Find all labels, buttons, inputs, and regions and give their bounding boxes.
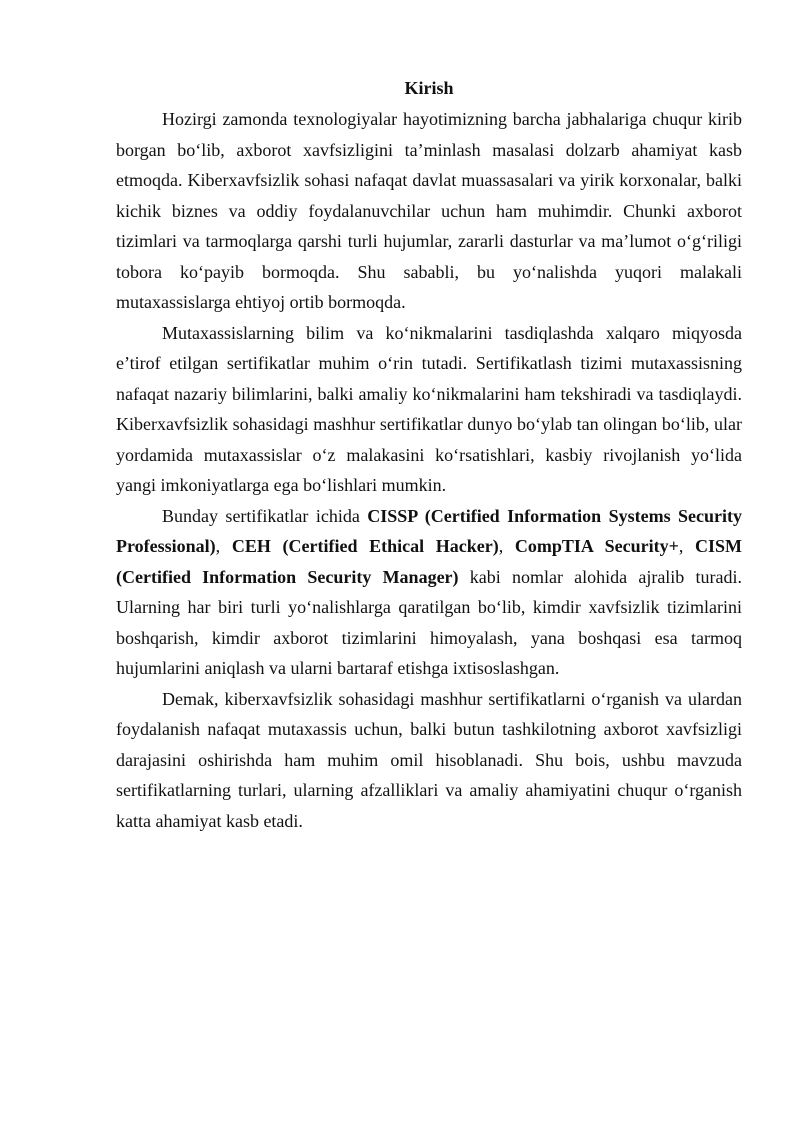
cert-ceh: CEH (Certified Ethical Hacker) [231,536,499,556]
paragraph-3-text-2: , [215,536,232,556]
cert-comptia: CompTIA Security+ [514,536,679,556]
paragraph-4: Demak, kiberxavfsizlik sohasidagi mashhur sertifikatlarni o‘rganish va ulardan foydalanish nafaqat mutaxassis uchun, balki butun tashkilotning axborot xavfsizligi darajasini oshirishda ham muhim omil hisoblanadi. Shu bois, ushbu mavzuda sertifikatlarning turlari, ularning afzalliklari va amaliy ahamiyatini chuqur o‘rganish katta ahamiyat kasb etadi. [116,688,742,831]
page-title: Kirish [404,78,454,98]
paragraph-3-text-1: Bunday sertifikatlar ichida [162,505,368,526]
document-body [116,74,742,836]
paragraph-3-text-4: , [678,536,695,556]
paragraph-3-text-3: , [498,536,515,556]
cert-cism: CISM (Certified Information Security Manager) [116,536,742,587]
paragraph-3 [116,501,742,684]
paragraph-3-text-5: kabi nomlar alohida ajralib turadi. Ularning har biri turli yo‘nalishlarga qaratilgan bo‘lib, kimdir xavfsizlik tizimlarini boshqarish, kimdir axborot tizimlarini himoyalash, yana boshqasi esa tarmoq hujumlarini aniqlash va ularni bartaraf etishga ixtisoslashgan. [116,566,742,678]
cert-cissp: CISSP (Certified Information Systems Security Professional) [116,505,742,556]
paragraph-1: Hozirgi zamonda texnologiyalar hayotimizning barcha jabhalariga chuqur kirib borgan bo‘lib, axborot xavfsizligini ta’minlash masalasi dolzarb ahamiyat kasb etmoqda. Kiberxavfsizlik sohasi nafaqat davlat muassasalari va yirik korxonalar, balki kichik biznes va oddiy foydalanuvchilar uchun ham muhimdir. Chunki axborot tizimlari va tarmoqlarga qarshi turli hujumlar, zararli dasturlar va ma’lumot o‘g‘riligi tobora ko‘payib bormoqda. Shu sababli, bu yo‘nalishda yuqori malakali mutaxassislarga ehtiyoj ortib bormoqda. [116,109,742,312]
paragraph-2: Mutaxassislarning bilim va ko‘nikmalarini tasdiqlashda xalqaro miqyosda e’tirof etilgan sertifikatlar muhim o‘rin tutadi. Sertifikatlash tizimi mutaxassisning nafaqat nazariy bilimlarini, balki amaliy ko‘nikmalarini ham tekshiradi va tasdiqlaydi. Kiberxavfsizlik sohasidagi mashhur sertifikatlar dunyo bo‘ylab tan olingan bo‘lib, ular yordamida mutaxassislar o‘z malakasini ko‘rsatishlari, kasbiy rivojlanish yo‘lida yangi imkoniyatlarga ega bo‘lishlari mumkin. [116,322,742,495]
